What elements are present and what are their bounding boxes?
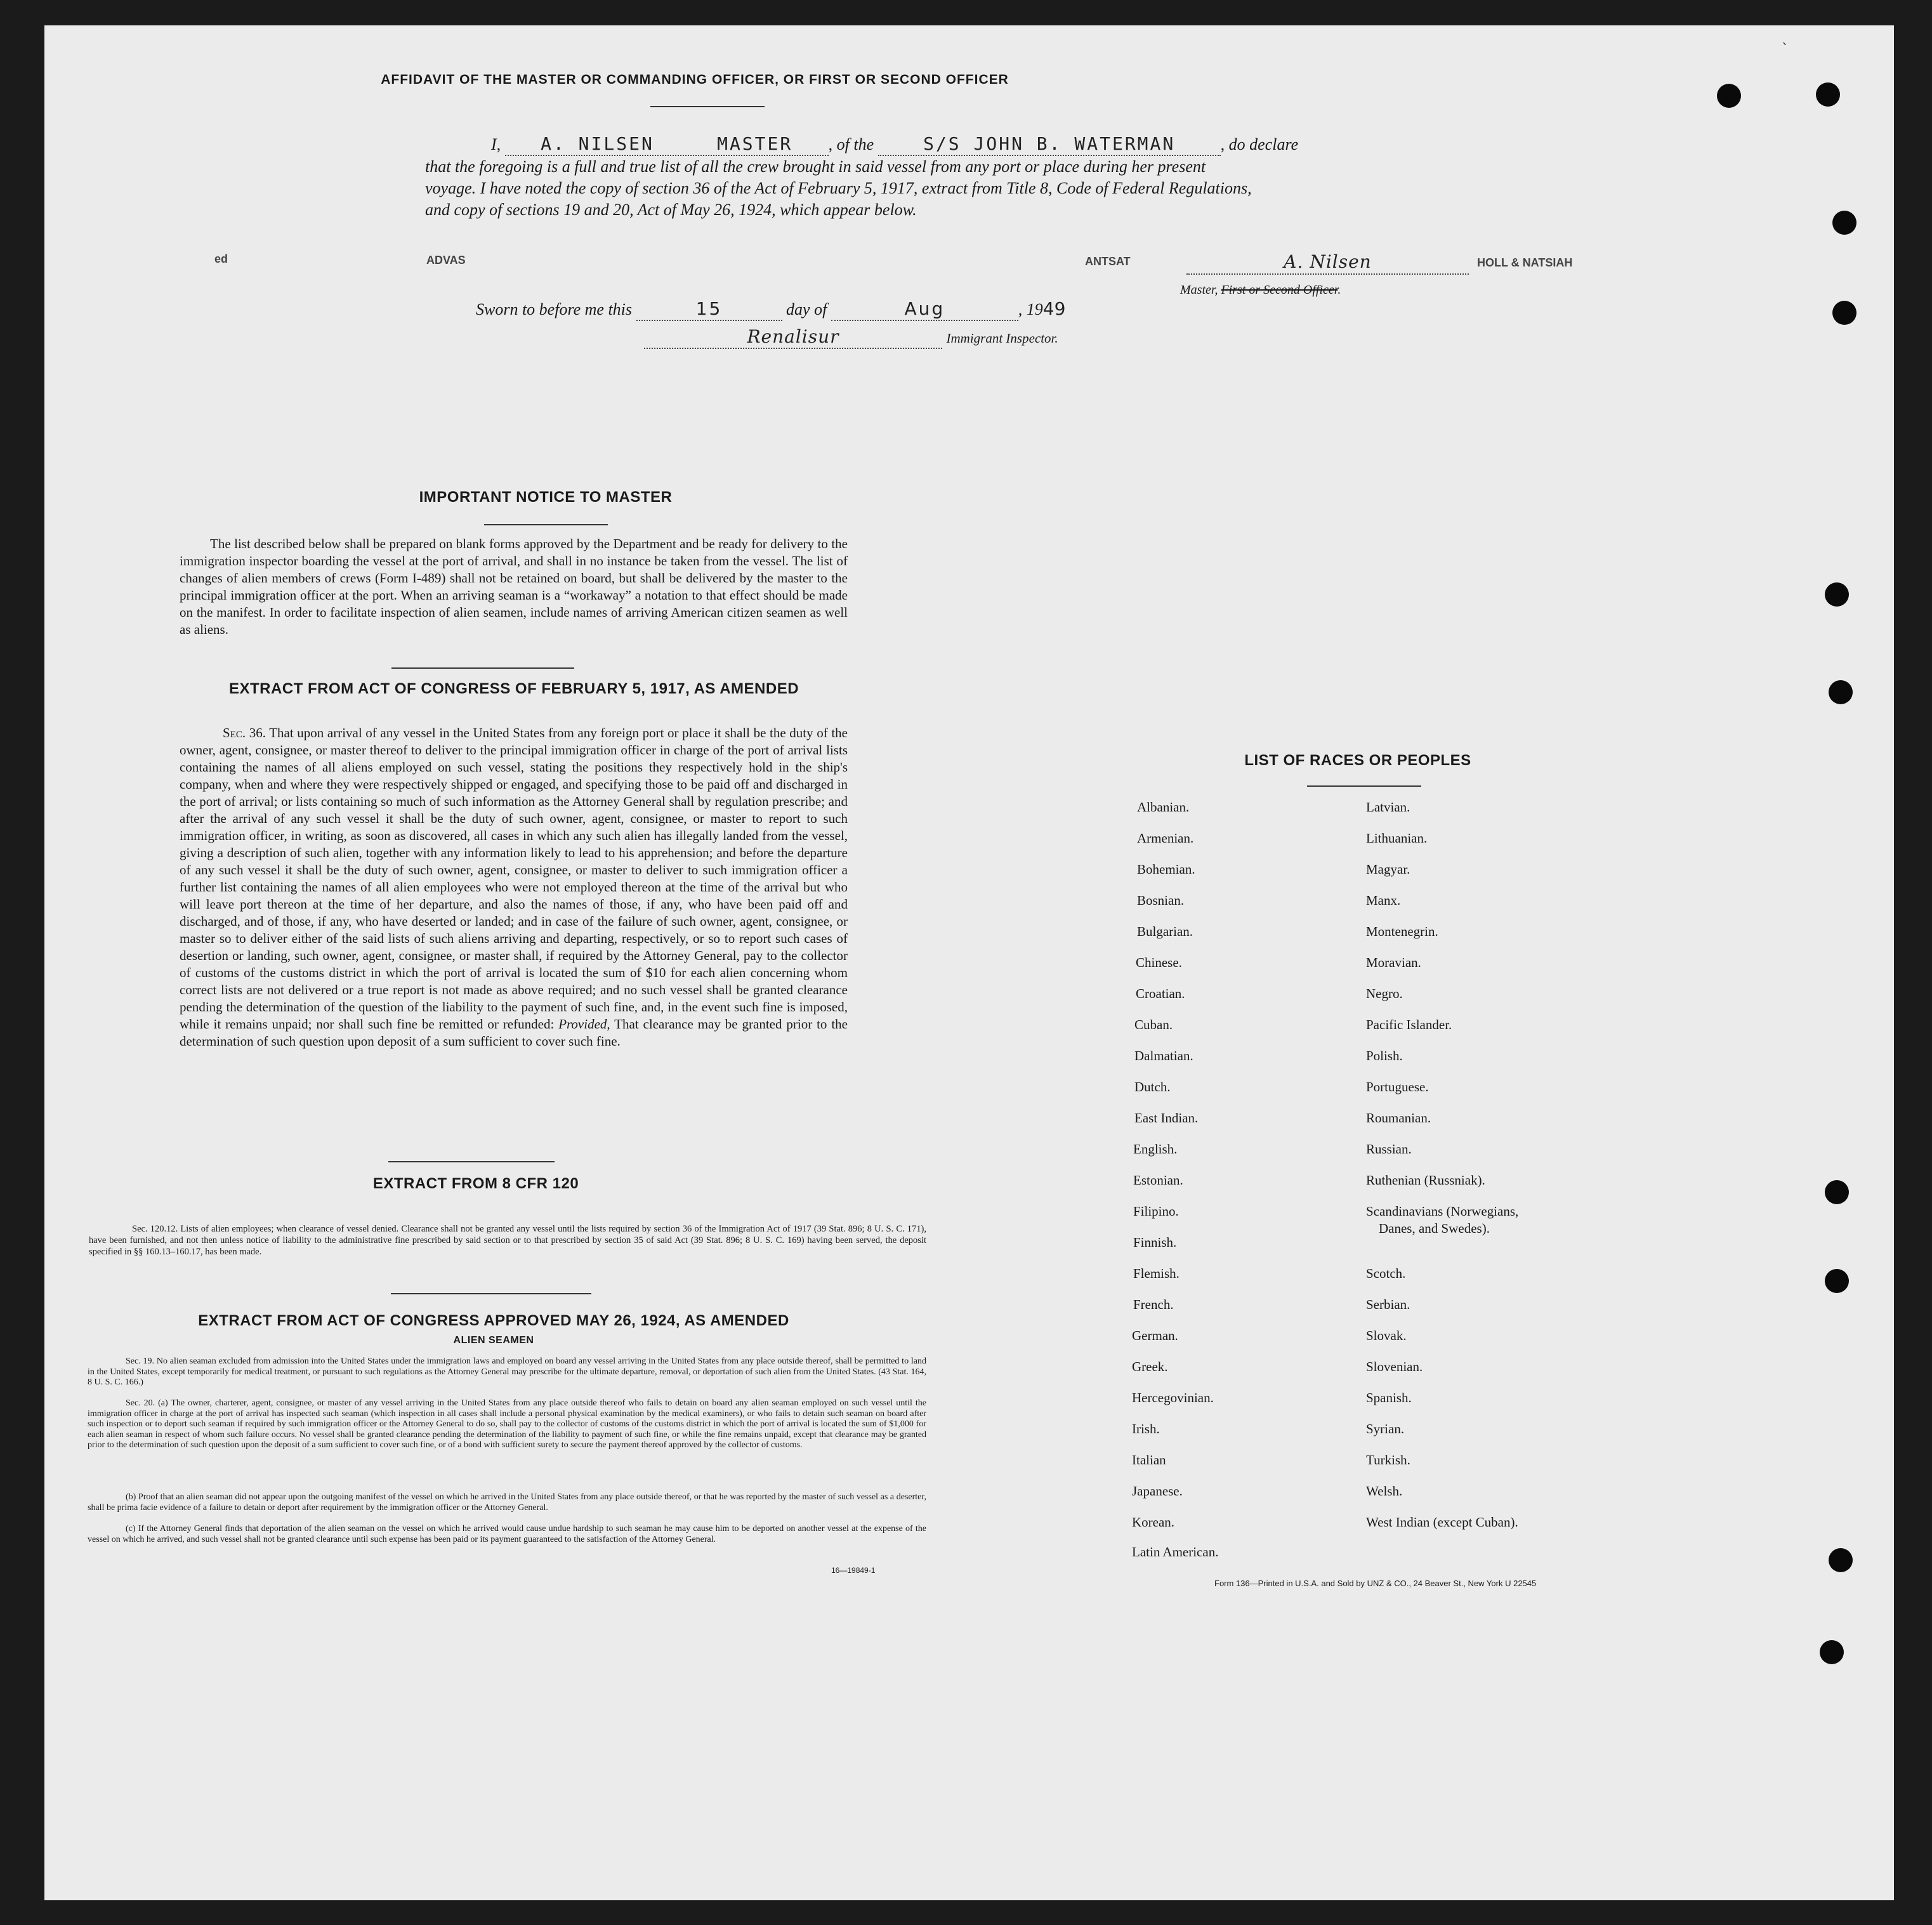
race-item: Finnish. [1133,1235,1177,1250]
bleed-through-text: ANTSAT [1085,255,1131,268]
race-item: Korean. [1132,1514,1175,1530]
cfr-title: EXTRACT FROM 8 CFR 120 [372,1175,579,1192]
master-rank: MASTER [717,133,793,154]
master-signature: A. Nilsen [1186,251,1469,275]
race-item: Spanish. [1366,1390,1412,1405]
race-item: West Indian (except Cuban). [1366,1514,1518,1530]
binder-hole [1832,301,1856,325]
binder-hole [1820,1640,1844,1664]
race-item: Danes, and Swedes). [1379,1221,1490,1236]
race-item: Russian. [1366,1141,1412,1157]
bleed-through-text: HOLL & NATSIAH [1477,256,1573,269]
race-item: Slovak. [1366,1328,1407,1343]
race-item: Latin American. [1132,1544,1219,1560]
race-item: Syrian. [1366,1421,1405,1436]
race-item: Polish. [1366,1048,1403,1063]
race-item: Pacific Islander. [1366,1017,1452,1032]
master-name-field [505,133,829,156]
race-item: Flemish. [1133,1266,1180,1281]
race-item: Japanese. [1132,1483,1183,1499]
race-item: Roumanian. [1366,1110,1431,1126]
race-item: Filipino. [1133,1204,1179,1219]
declaration-line1: I, A. NILSEN MASTER , of the S/S JOHN B. WATERMAN , do declare [491,133,1506,156]
sworn-day: 15 [636,298,782,321]
inspector-line: Renalisur Immigrant Inspector. [644,326,1152,349]
race-item: Latvian. [1366,799,1410,815]
race-item: French. [1133,1297,1174,1312]
race-item: Bulgarian. [1137,924,1193,939]
race-item: Negro. [1366,986,1403,1001]
race-item: Estonian. [1133,1173,1183,1188]
form-footer: Form 136—Printed in U.S.A. and Sold by UNZ & CO., 24 Beaver St., New York U 22545 [1214,1579,1537,1588]
title-rule [650,106,765,107]
corner-mark: ` [1782,42,1789,58]
race-item: Dutch. [1134,1079,1171,1094]
race-item: Croatian. [1136,986,1185,1001]
declaration-line2: that the foregoing is a full and true list of all the crew brought in said vessel from any port or place during her present [425,157,1206,176]
section-rule [391,667,574,669]
vessel-name-field: S/S JOHN B. WATERMAN [878,133,1221,156]
notice-body: The list described below shall be prepared on blank forms approved by the Department and be ready for delivery to the immigration inspector boarding the vessel at the port of arrival, and shall in no instance be taken from the vessel. The list of changes of alien members of crews (Form I-489) shall not be retained on board, but shall be delivered by the master to the principal immigration officer at the port. When an arriving seaman is a “workaway” a notation to that effect should be made on the manifest. In order to facilitate inspection of alien seamen, include names of arriving American citizen seamen as well as aliens. [180,536,848,637]
declaration-line4: and copy of sections 19 and 20, Act of May 26, 1924, which appear below. [425,200,917,219]
race-item: Cuban. [1134,1017,1173,1032]
race-item: Greek. [1132,1359,1168,1374]
binder-hole [1832,211,1856,235]
alien-seamen-subtitle: ALIEN SEAMEN [453,1335,534,1346]
race-item: Lithuanian. [1366,831,1428,846]
declaration-line3: voyage. I have noted the copy of section 36 of the Act of February 5, 1917, extract from Title 8, Code of Federal Regulations, [425,179,1252,197]
race-item: Portuguese. [1366,1079,1429,1094]
race-item: German. [1132,1328,1178,1343]
race-item: Bohemian. [1137,862,1195,877]
inspector-signature: Renalisur [644,326,942,349]
document-page [44,25,1894,1900]
sworn-year: 49 [1042,298,1066,319]
sworn-month: Aug [831,298,1018,321]
binder-hole [1829,1548,1853,1572]
race-item: Manx. [1366,893,1401,908]
sec-20b-body: (b) Proof that an alien seaman did not appear upon the outgoing manifest of the vessel on which he arrived in the United States from any place outside thereof, or that he was reported by the master of such vessel as a deserter, shall be prima facie evidence of a failure to detain or deport after requirement by the immigration officer or the Attorney General. [88,1492,926,1513]
section-36-body: Sec. 36. That upon arrival of any vessel in the United States from any foreign port or place it shall be the duty of the owner, agent, consignee, or master thereof to deliver to the principal immigration officer in charge of the port of arrival lists containing the names of all aliens employed on such vessel, stating the positions they respectively hold in the ship's company, when and where they were respectively shipped or engaged, and specifying those to be paid off and discharged in the port of arrival; or lists containing so much of such information as the Attorney General shall by regulation prescribe; and after the arrival of any such vessel it shall be the duty of such owner, agent, consignee, or master to report to such immigration officer, in writing, as soon as discovered, all cases in which any such alien has illegally landed from the vessel, giving a description of such alien, together with any information likely to lead to his apprehension; and before the departure of any such vessel it shall be the duty of such owner, agent, consignee, or master to deliver to such immigration officer a further list containing the names of all alien employees who were not employed thereon at the time of the arrival but who will leave port thereon at the time of her departure, and also the names of those, if any, who have been paid off and discharged, and of those, if any, who have deserted or landed; and in case of the failure of such owner, agent, consignee, or master so to deliver either of the said lists of such aliens arriving and departing, respectively, or so to report such cases of desertion or landing, such owner, agent, consignee, or master shall, if required by the Attorney General, pay to the collector of customs of the customs district in which the port of arrival is located the sum of $10 for each alien concerning whom correct lists are not delivered or a true report is not made as above required; and no such vessel shall be granted clearance pending the determination of the question of the liability to the payment of such fine, and, in the event such fine is imposed, while it remains unpaid; nor shall such fine be remitted or refunded: Provided, That clearance may be granted prior to the determination of such question upon deposit of a sum sufficient to cover such fine. [180,725,848,1049]
cfr-body: Sec. 120.12. Lists of alien employees; when clearance of vessel denied. Clearance shall not be granted any vessel until the lists required by section 36 of the Immigration Act of 1917 (39 Stat. 896; 8 U. S. C. 171), have been furnished, and not then unless notice of liability to the administrative fine prescribed by said section or to that prescribed by section 35 of said Act (39 Stat. 896; 8 U. S. C. 169) having been served, the deposit specified in §§ 160.13–160.17, has been made. [89,1224,926,1257]
race-item: Slovenian. [1366,1359,1423,1374]
race-item: Italian [1132,1452,1166,1468]
notice-rule [484,524,608,525]
binder-hole [1825,1269,1849,1293]
race-item: English. [1133,1141,1178,1157]
race-item: Ruthenian (Russniak). [1366,1173,1485,1188]
race-item: Armenian. [1137,831,1194,846]
race-item: Scotch. [1366,1266,1406,1281]
races-title: LIST OF RACES OR PEOPLES [1244,752,1471,769]
race-item: Welsh. [1366,1483,1403,1499]
race-item: Moravian. [1366,955,1421,970]
race-item: Scandinavians (Norwegians, [1366,1204,1519,1219]
binder-hole [1825,1180,1849,1204]
binder-hole [1816,82,1840,107]
master-name: A. NILSEN [541,133,654,154]
printer-code: 16—19849-1 [831,1566,876,1575]
race-item: East Indian. [1134,1110,1199,1126]
section-rule [391,1293,591,1294]
extract-1924-title: EXTRACT FROM ACT OF CONGRESS APPROVED MAY 26, 1924, AS AMENDED [198,1312,789,1329]
race-item: Bosnian. [1137,893,1185,908]
sec-20a-body: Sec. 20. (a) The owner, charterer, agent, consignee, or master of any vessel arriving in the United States from any place outside thereof who fails to detain on board any alien seaman employed on such vessel until the immigration officer in charge at the port of arrival has inspected such seaman (which inspection in all cases shall include a personal physical examination by the medical examiners), or who fails to detain such seaman on board after such inspection or to deport such seaman if required by such immigration officer or the Attorney General to do so, shall pay to the collector of customs of the customs district in which the port of arrival is located the sum of $1,000 for each alien seaman in respect of whom such failure occurs. No vessel shall be granted clearance pending the determination of the liability to payment of such fine, or while the fine remains unpaid, except that clearance may be granted prior to the determination of such question upon the deposit of a sum sufficient to cover such fine, or of a bond with sufficient surety to secure the payment thereof approved by the collector of customs. [88,1398,926,1450]
race-item: Irish. [1132,1421,1160,1436]
signature-caption: Master, First or Second Officer. [1180,283,1341,297]
races-rule [1307,785,1421,787]
binder-hole [1825,582,1849,607]
sec-20c-body: (c) If the Attorney General finds that deportation of the alien seaman on the vessel on which he arrived would cause undue hardship to such seaman he may cause him to be deported on another vessel at the expense of the vessel on which he arrived, and such vessel shall not be granted clearance until such expense has been paid or its payment guaranteed to the satisfaction of the Attorney General. [88,1524,926,1544]
race-item: Albanian. [1137,799,1190,815]
bleed-through-text: ADVAS [426,254,466,266]
race-item: Dalmatian. [1134,1048,1193,1063]
bleed-through-text: ed [214,253,228,265]
race-item: Hercegovinian. [1132,1390,1214,1405]
notice-title: IMPORTANT NOTICE TO MASTER [419,489,673,506]
race-item: Serbian. [1366,1297,1410,1312]
race-item: Magyar. [1366,862,1410,877]
sworn-line: Sworn to before me this 15 day of Aug , 1949 [476,298,1237,321]
race-item: Turkish. [1366,1452,1410,1468]
section-rule [388,1161,555,1162]
affidavit-title: AFFIDAVIT OF THE MASTER OR COMMANDING OFFICER, OR FIRST OR SECOND OFFICER [381,72,1009,87]
binder-hole [1717,84,1741,108]
extract-1917-title: EXTRACT FROM ACT OF CONGRESS OF FEBRUARY 5, 1917, AS AMENDED [228,680,799,697]
binder-hole [1829,680,1853,704]
race-item: Montenegrin. [1366,924,1438,939]
sec-19-body: Sec. 19. No alien seaman excluded from admission into the United States under the immigration laws and employed on board any vessel arriving in the United States from any place outside thereof, shall be permitted to land in the United States, except temporarily for medical treatment, or pursuant to such regulations as the Attorney General may prescribe for the ultimate departure, removal, or deportation of such alien from the United States. (43 Stat. 164, 8 U. S. C. 166.) [88,1357,926,1387]
race-item: Chinese. [1136,955,1182,970]
